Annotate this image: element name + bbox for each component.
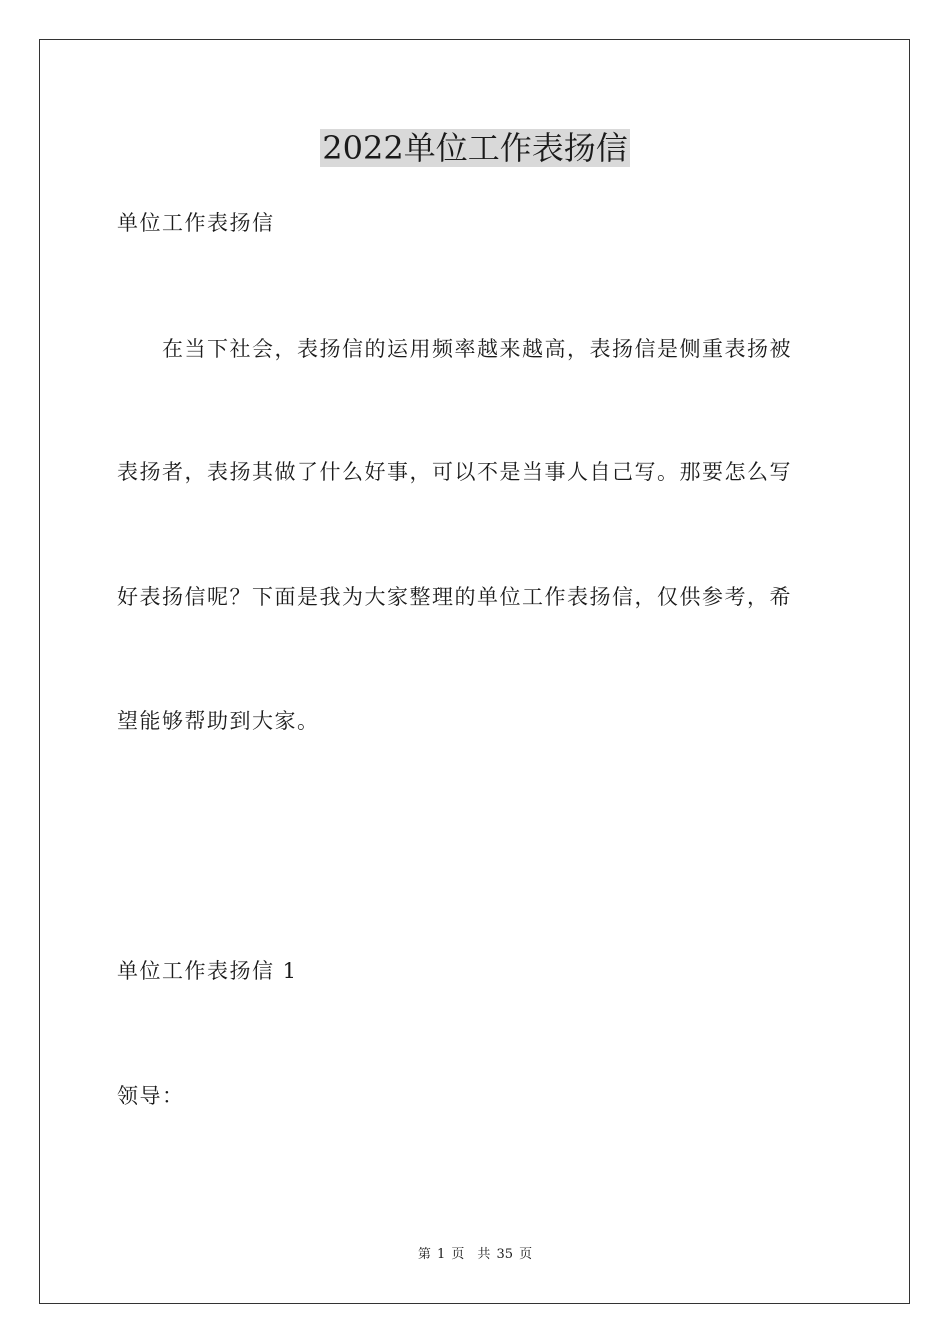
intro-line-1: 在当下社会，表扬信的运用频率越来越高，表扬信是侧重表扬被 <box>117 337 792 361</box>
intro-line-2: 表扬者，表扬其做了什么好事，可以不是当事人自己写。那要怎么写 <box>117 460 792 484</box>
section-heading: 单位工作表扬信 1 <box>117 959 298 983</box>
document-title-text: 2022单位工作表扬信 <box>322 129 628 167</box>
intro-line-4: 望能够帮助到大家。 <box>117 709 320 733</box>
intro-line-3: 好表扬信呢？下面是我为大家整理的单位工作表扬信，仅供参考，希 <box>117 585 792 609</box>
page-footer: 第 1 页 共 35 页 <box>417 1247 533 1262</box>
salutation: 领导： <box>117 1084 185 1108</box>
document-title <box>0 124 950 172</box>
document-subtitle: 单位工作表扬信 <box>117 211 275 235</box>
